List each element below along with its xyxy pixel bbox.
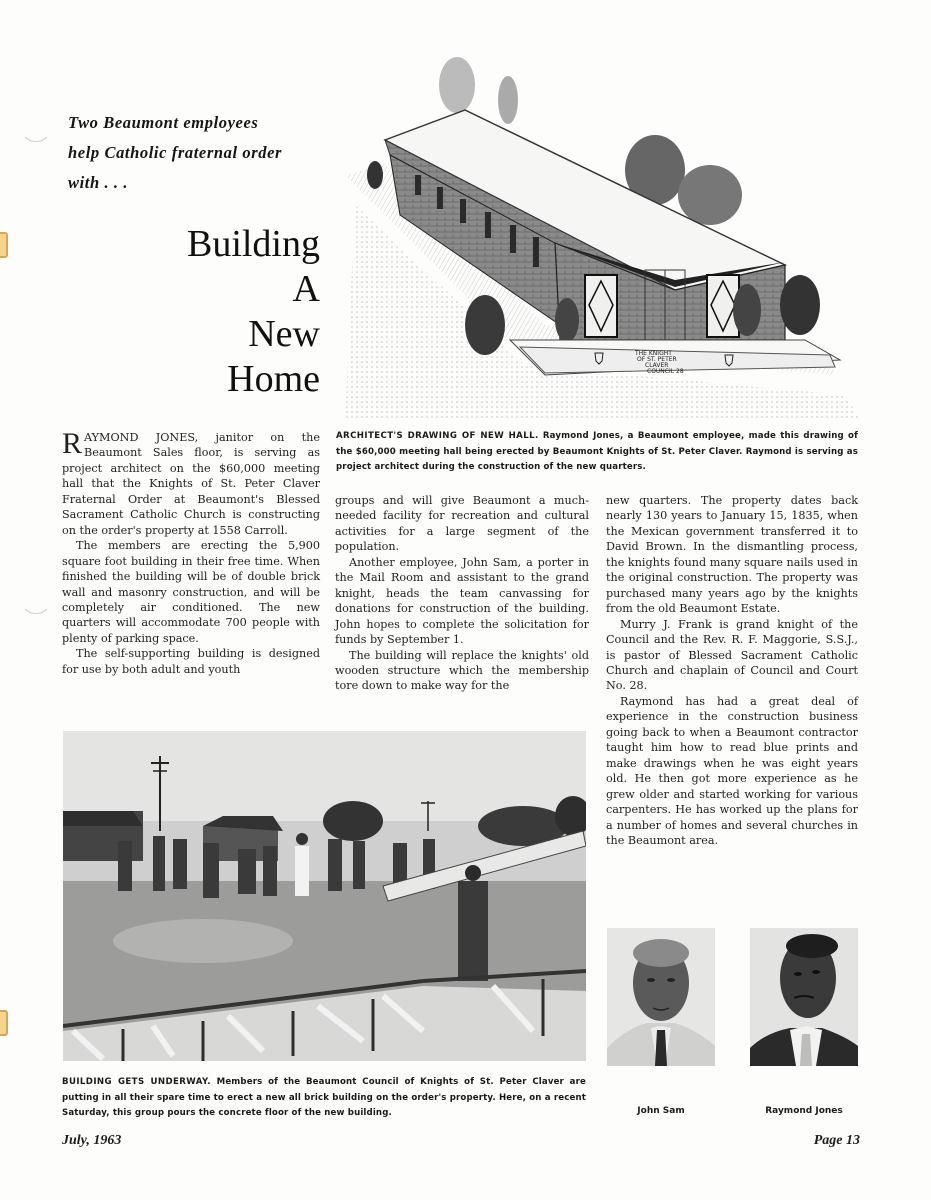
issue-date: July, 1963 [62,1133,122,1148]
headline-line: Home [227,358,320,400]
paper-clip-edge [0,232,8,258]
paragraph: The self-supporting building is designed for use by both adult and youth [62,647,320,676]
caption-lead: ARCHITECT'S DRAWING OF NEW HALL. [336,431,539,441]
building-sketch-icon [345,55,860,420]
kicker [68,108,338,198]
portrait-photo-icon [607,928,715,1066]
photo-caption [62,1075,586,1122]
headline-line: Building [186,223,320,265]
drop-cap: R [62,427,83,460]
article-column-1 [62,427,320,677]
paragraph: The members are erecting the 5,900 square foot building in their free time. When finished the building will be of double brick wall and masonry construction, and will be completely air conditioned. The new quarters will accommodate 700 people with plenty of parking space. [62,539,320,645]
paragraph: AYMOND JONES, janitor on the Beaumont Sales floor, is serving as project architect on the $60,000 meeting hall that the Knights of St. Peter Claver Fraternal Order at Beaumont's Blessed Sacrament Catholic Church is constructing on the order's property at 1558 Carroll. [62,431,320,537]
caption-lead: BUILDING GETS UNDERWAY. [62,1077,211,1087]
sign-line: THE KNIGHT [635,350,672,357]
paragraph: Murry J. Frank is grand knight of the Council and the Rev. R. F. Maggorie, S.S.J., is pastor of Blessed Sacrament Catholic Church and chaplain of Council and Court No. 28. [606,617,858,693]
sign-line: OF ST. PETER [637,356,677,363]
portrait-name: Raymond Jones [765,1106,843,1116]
sign-line: COUNCIL 28 [647,368,684,375]
paper-clip-edge [0,1010,8,1036]
portrait-john-sam [607,928,715,1066]
paragraph: The building will replace the knights' old wooden structure which the membership tore down to make way for the [335,648,589,693]
paragraph: Raymond has had a great deal of experience in the construction business going back to when a Beaumont contractor taught him how to read blue prints and make drawings when he was eight years old. He then got more experience as he grew older and started working for various carpenters. He has worked up the plans for a number of homes and several churches in the Beaumont area. [606,694,858,847]
article-column-3 [606,493,858,848]
kicker-line: Two Beaumont employees [68,113,259,132]
portrait-photo-icon [750,928,858,1066]
caption-text: Raymond Jones, a Beaumont employee, made this drawing of the $60,000 meeting hall being erected by Beaumont Knights of St. Peter Claver. Raymond is serving as project architect during the construction of the new quarters. [336,431,858,472]
article-column-2 [335,493,589,694]
page-number: Page 13 [813,1133,860,1148]
caption-text: Members of the Beaumont Council of Knights of St. Peter Claver are putting in all their spare time to erect a new all brick building on the order's property. Here, on a recent Saturday, this group pours the concrete floor of the new building. [62,1077,586,1118]
kicker-line: with . . . [68,173,129,192]
paragraph: new quarters. The property dates back nearly 130 years to January 15, 1835, when the Mexican government transferred it to David Brown. In the dismantling process, the knights found many square nails used in the original construction. The property was purchased many years ago by the knights from the old Beaumont Estate. [606,494,858,616]
construction-photo [63,731,586,1061]
drawing-caption [336,429,858,476]
headline [150,222,320,402]
headline-line: A [292,268,320,310]
sign-line: CLAVER [645,362,669,369]
portrait-raymond-jones [750,928,858,1066]
paragraph: Another employee, John Sam, a porter in the Mail Room and assistant to the grand knight, heads the team canvassing for donations for construction of the building. John hopes to complete the solicitation for funds by September 1. [335,555,589,647]
headline-line: New [248,313,320,355]
binder-hole-mark [20,582,52,614]
architect-drawing [345,55,860,420]
kicker-line: help Catholic fraternal order [68,143,283,162]
portrait-name: John Sam [637,1106,685,1116]
binder-hole-mark [20,110,52,142]
construction-scene-icon [63,731,586,1061]
paragraph: groups and will give Beaumont a much-needed facility for recreation and cultural activities for a large segment of the population. [335,494,589,554]
